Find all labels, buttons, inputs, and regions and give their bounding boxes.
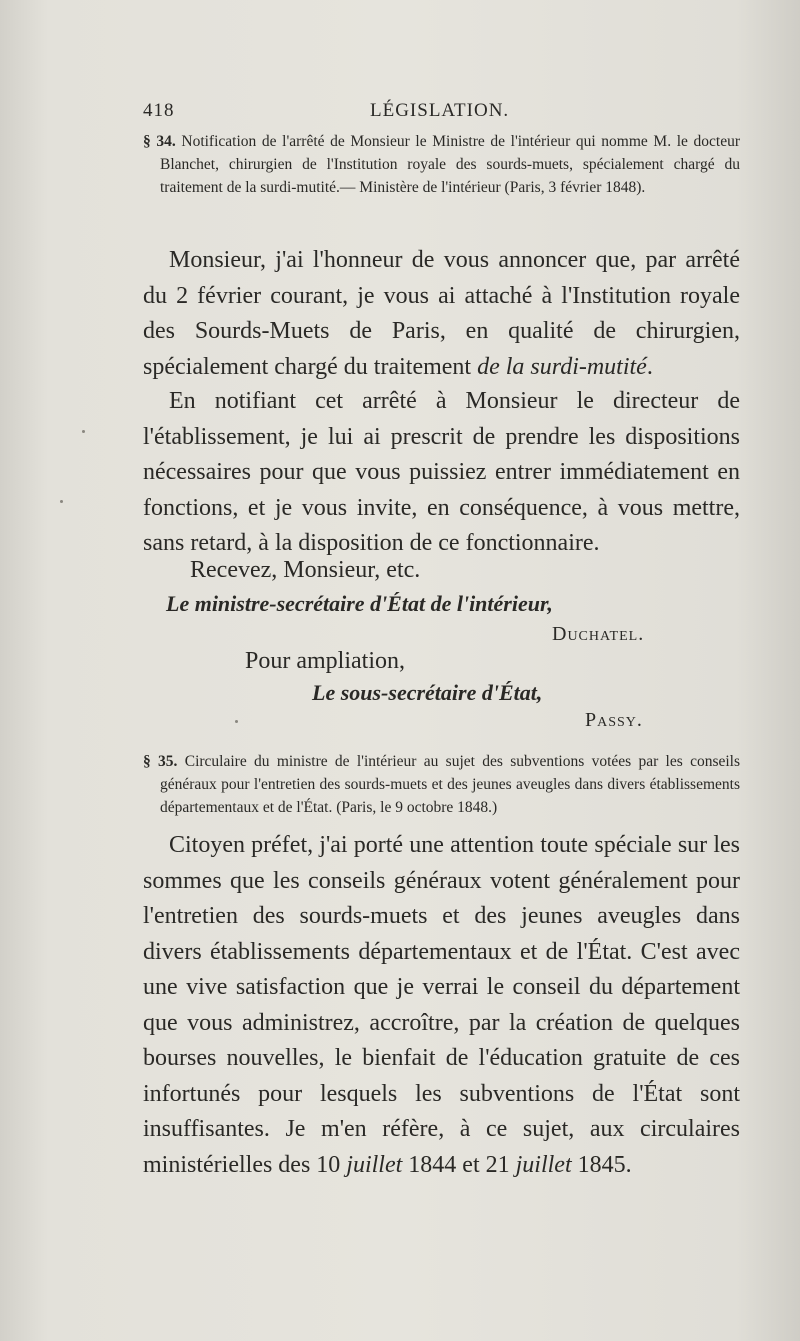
letter-2-italic-2: juillet	[515, 1151, 572, 1178]
letter-2-text: Citoyen préfet, j'ai porté une attention toute spéciale sur les sommes que les conseils généraux votent généralement pour l'entretien des sourds-muets et des jeunes aveugles dans divers établissements départementaux et de l'État. C'est avec une vive satisfaction que je verrai le conseil du département que vous administrez, accroître, par la création de quelques bourses nouvelles, le bienfait de l'éducation gratuite de ces infortunés pour lesquels les subventions de l'État sont insuffisantes. Je m'en réfère, à ce sujet, aux circulaires ministérielles des 10	[143, 832, 740, 1178]
paper-speck	[82, 430, 85, 433]
letter-1-p1-italic: de la surdi-mutité	[477, 353, 647, 380]
letter-1-subsecretary-title: Le sous-secrétaire d'État,	[312, 680, 543, 705]
letter-2-paragraph	[143, 828, 740, 1183]
letter-1-closing: Recevez, Monsieur, etc.	[190, 557, 421, 583]
page-header	[143, 100, 663, 128]
letter-1-signature: Duchatel.	[552, 623, 645, 645]
letter-1-minister-title: Le ministre-secrétaire d'État de l'intérieur,	[166, 591, 553, 616]
letter-1-paragraph-2	[143, 384, 740, 562]
running-title: LÉGISLATION.	[370, 100, 510, 121]
letter-2-end: 1845.	[571, 1151, 632, 1178]
paper-speck	[60, 500, 63, 503]
section-34-heading	[143, 130, 740, 199]
section-35-number: § 35.	[143, 753, 178, 770]
paper-speck	[235, 720, 238, 723]
section-35-text: Circulaire du ministre de l'intérieur au sujet des subventions votées par les conseils généraux pour l'entretien des sourds-muets et des jeunes aveugles dans divers établissements départementaux et de l'État. (Paris, le 9 octobre 1848.)	[160, 753, 741, 816]
section-34-text: Notification de l'arrêté de Monsieur le Ministre de l'intérieur qui nomme M. le docteur Blanchet, chirurgien de l'Institution royale des sourds-muets, spécialement chargé du traitement de la surdi-mutité.— Ministère de l'intérieur (Paris, 3 février 1848).	[160, 133, 740, 196]
letter-2-mid: 1844 et 21	[402, 1151, 516, 1178]
letter-1-ampliation: Pour ampliation,	[245, 648, 405, 674]
letter-1-paragraph-1	[143, 243, 740, 385]
letter-1-p1-text: Monsieur, j'ai l'honneur de vous annoncer que, par arrêté du 2 février courant, je vous ai attaché à l'Institution royale des Sourds-Muets de Paris, en qualité de chirurgien, spécialement chargé du traitement	[143, 247, 740, 380]
letter-2-italic-1: juillet	[346, 1151, 403, 1178]
letter-1-p1-end: .	[646, 353, 653, 380]
letter-1-p2-text: En notifiant cet arrêté à Monsieur le directeur de l'établissement, je lui ai prescrit de prendre les dispositions nécessaires pour que vous puissiez entrer immédiatement en fonctions, et je vous invite, en conséquence, à vous mettre, sans retard, à la disposition de ce fonctionnaire.	[143, 388, 740, 556]
page-number: 418	[143, 100, 175, 121]
letter-1-sub-signature: Passy.	[585, 709, 643, 731]
section-34-number: § 34.	[143, 133, 176, 150]
section-35-heading	[143, 750, 740, 819]
